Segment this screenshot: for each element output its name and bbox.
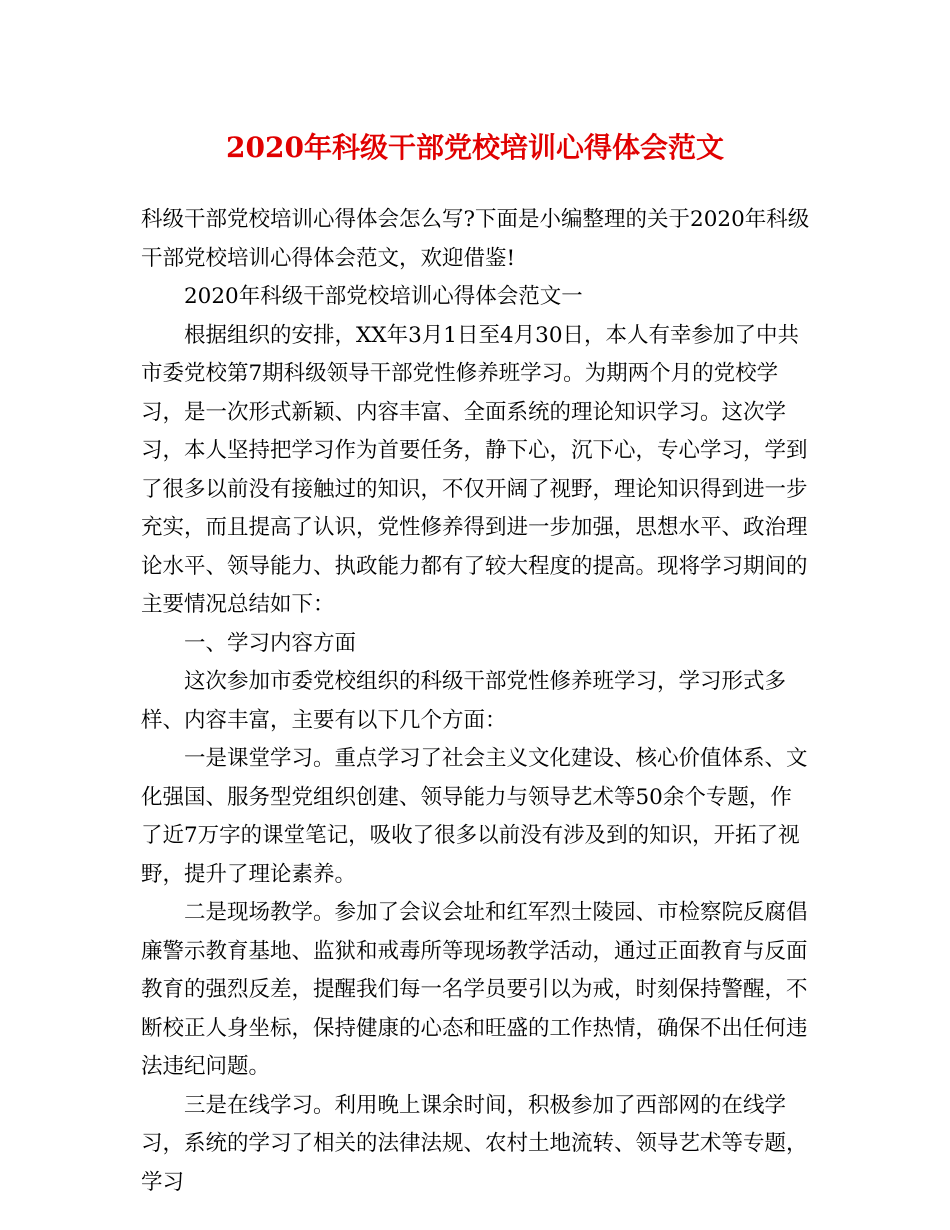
document-title: 2020年科级干部党校培训心得体会范文: [226, 131, 724, 164]
document-body: [141, 201, 811, 1202]
paragraph-section-intro: 这次参加市委党校组织的科级干部党性修养班学习，学习形式多样、内容丰富，主要有以下几个方面：: [141, 669, 787, 733]
paragraph-classroom: 一是课堂学习。重点学习了社会主义文化建设、核心价值体系、文化强国、服务型党组织创建、领导能力与领导艺术等50余个专题，作了近7万字的课堂笔记，吸收了很多以前没有涉及到的知识，开拓了视野，提升了理论素养。: [141, 746, 808, 887]
paragraph-intro: 科级干部党校培训心得体会怎么写?下面是小编整理的关于2020年科级干部党校培训心得体会范文，欢迎借鉴!: [141, 207, 810, 271]
paragraph-field-teaching: 二是现场教学。参加了会议会址和红军烈士陵园、市检察院反腐倡廉警示教育基地、监狱和戒毒所等现场教学活动，通过正面教育与反面教育的强烈反差，提醒我们每一名学员要引以为戒，时刻保持警醒，不断校正人身坐标，保持健康的心态和旺盛的工作热情，确保不出任何违法违纪问题。: [141, 900, 808, 1079]
paragraph-background: 根据组织的安排，XX年3月1日至4月30日，本人有幸参加了中共市委党校第7期科级领导干部党性修养班学习。为期两个月的党校学习，是一次形式新颖、内容丰富、全面系统的理论知识学习。这次学习，本人坚持把学习作为首要任务，静下心，沉下心，专心学习，学到了很多以前没有接触过的知识，不仅开阔了视野，理论知识得到进一步充实，而且提高了认识，党性修养得到进一步加强，思想水平、政治理论水平、领导能力、执政能力都有了较大程度的提高。现将学习期间的主要情况总结如下：: [141, 322, 808, 617]
paragraph-subtitle: 2020年科级干部党校培训心得体会范文一: [184, 284, 583, 309]
paragraph-online-learning: 三是在线学习。利用晚上课余时间，积极参加了西部网的在线学习，系统的学习了相关的法律法规、农村土地流转、领导艺术等专题，学习: [141, 1092, 808, 1195]
paragraph-section-heading: 一、学习内容方面: [184, 630, 357, 656]
